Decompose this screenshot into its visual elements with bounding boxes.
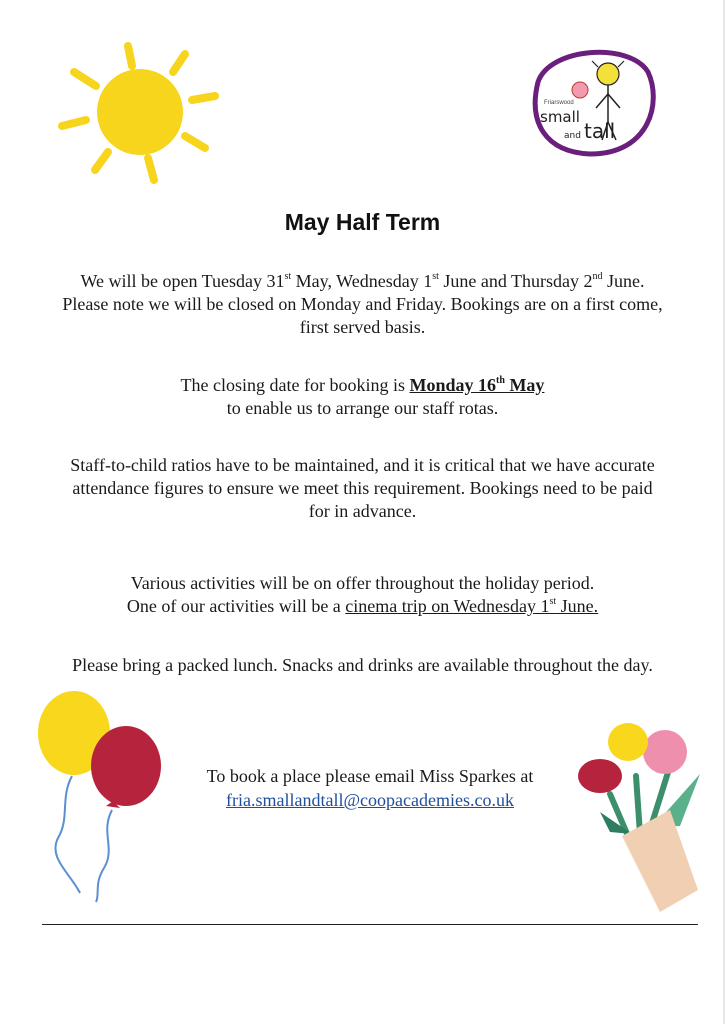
cinema-trip-line: One of our activities will be a cinema trip on Wednesday 1st June. xyxy=(126,596,599,616)
sun-icon xyxy=(40,30,230,190)
flowers-illustration xyxy=(570,716,710,916)
logo-word-tall: tall xyxy=(584,119,616,143)
footer-divider xyxy=(42,924,698,925)
first-served-line: first served basis. xyxy=(299,317,426,337)
staff-ratio-paragraph: Staff-to-child ratios have to be maintained, and it is critical that we have accurate attendance figures to ensure we meet this requirement. Bookings need to be paid for in advance. xyxy=(70,455,655,521)
logo-word-and: and xyxy=(564,131,581,141)
small-and-tall-logo xyxy=(520,42,660,162)
logo-word-small: small xyxy=(540,108,580,126)
activities-paragraph xyxy=(20,572,705,618)
closing-date-highlight: Monday 16th May xyxy=(409,375,545,395)
booking-instruction: To book a place please email Miss Sparkes at xyxy=(206,766,534,786)
booking-contact xyxy=(140,764,600,812)
closed-days-line: Please note we will be closed on Monday and Friday. Bookings are on a first come, xyxy=(62,294,663,314)
activities-line: Various activities will be on offer throughout the holiday period. xyxy=(130,573,595,593)
opening-dates-paragraph xyxy=(20,270,705,339)
closing-date-paragraph xyxy=(20,374,705,420)
packed-lunch-paragraph: Please bring a packed lunch. Snacks and drinks are available throughout the day. xyxy=(72,655,653,675)
page-title: May Half Term xyxy=(284,209,441,235)
cinema-trip-highlight: cinema trip on Wednesday 1st June. xyxy=(345,596,599,616)
email-link[interactable]: fria.smallandtall@coopacademies.co.uk xyxy=(226,790,514,810)
staff-rotas-line: to enable us to arrange our staff rotas. xyxy=(226,398,499,418)
logo-small-text: Friarswood xyxy=(544,100,574,106)
closing-date-line: The closing date for booking is Monday 16th May xyxy=(180,375,545,395)
opening-dates-line: We will be open Tuesday 31st May, Wednesday 1st June and Thursday 2nd June. xyxy=(80,271,645,291)
